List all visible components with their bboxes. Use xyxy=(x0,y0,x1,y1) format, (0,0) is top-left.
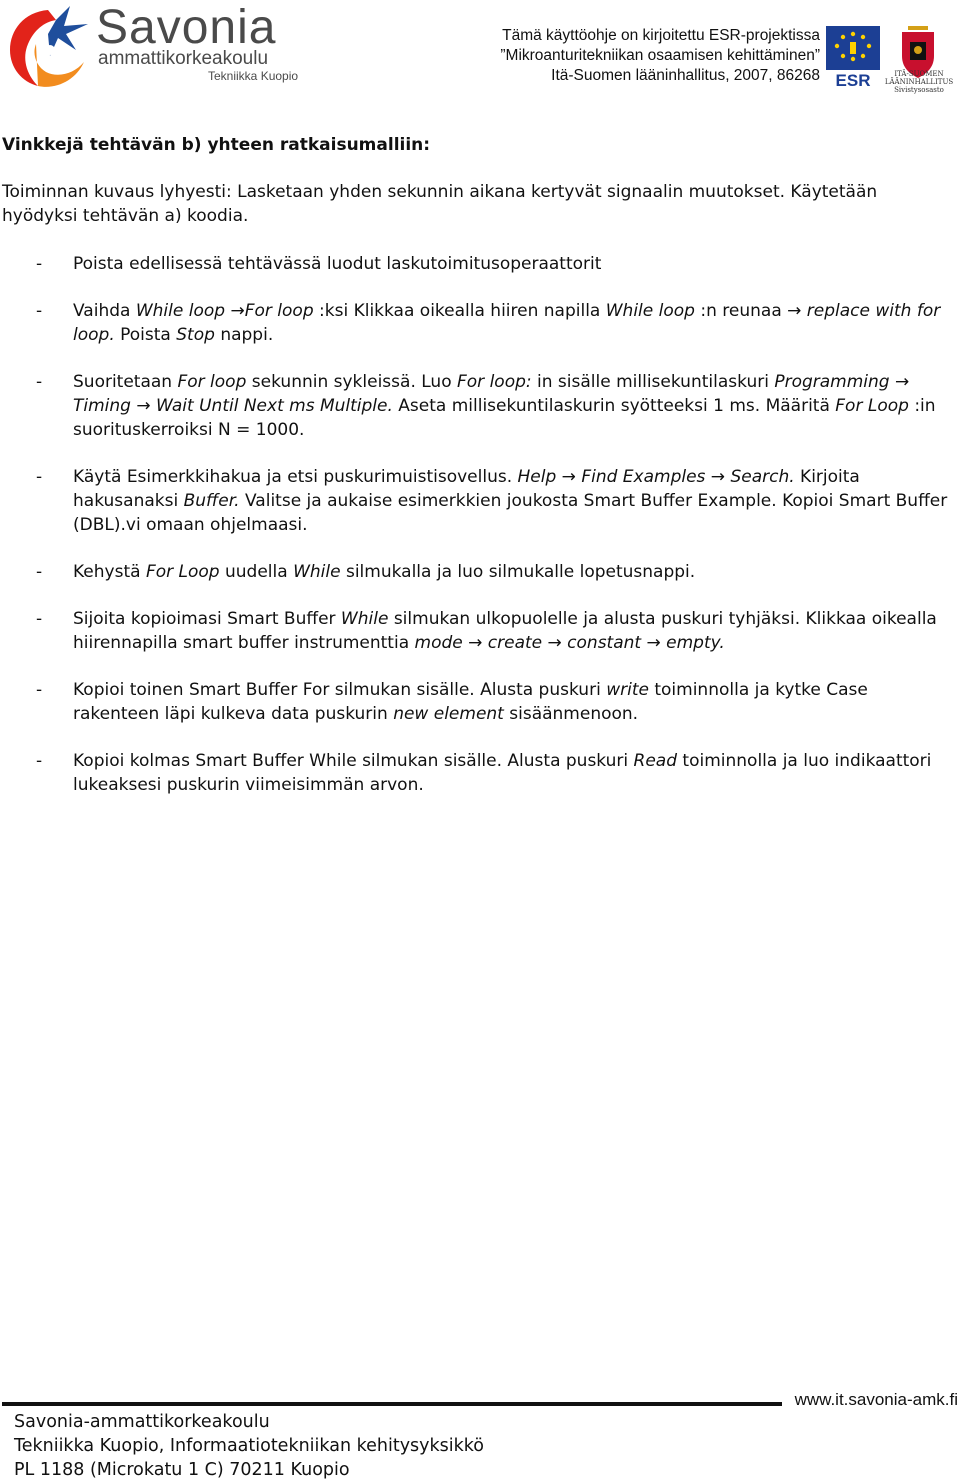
list-dash: - xyxy=(36,609,43,629)
project-note xyxy=(500,26,820,86)
item-text: :ksi Klikkaa oikealla hiiren napilla xyxy=(313,301,606,321)
item-emphasis: For loop xyxy=(244,301,314,321)
item-emphasis: While xyxy=(293,562,341,582)
esr-logo-icon xyxy=(826,26,880,88)
item-emphasis: While loop xyxy=(135,301,226,321)
document-body xyxy=(2,132,948,820)
project-note-line: Itä-Suomen lääninhallitus, 2007, 86268 xyxy=(551,67,820,84)
item-text: :in suorituskerroiksi N = 1000. xyxy=(73,396,936,440)
item-text: Vaihda xyxy=(73,301,136,321)
page-footer xyxy=(14,1410,484,1482)
list-dash: - xyxy=(36,467,43,487)
list-dash: - xyxy=(36,680,43,700)
item-emphasis: mode → create → constant → empty. xyxy=(414,633,725,653)
item-text: Valitse ja aukaise esimerkkien joukosta Smart Buffer Example. Kopioi Smart Buffer (DBL).vi omaan ohjelmaasi. xyxy=(73,491,948,535)
item-text: → xyxy=(225,301,245,321)
item-emphasis: new element xyxy=(393,704,504,724)
page-header xyxy=(0,0,960,100)
savonia-logo-icon xyxy=(4,4,92,88)
logo-subtitle: ammattikorkeakoulu xyxy=(98,48,269,69)
list-item xyxy=(2,465,948,537)
item-text: Kopioi kolmas Smart Buffer While silmukan sisälle. Alusta puskuri xyxy=(73,751,634,771)
coat-of-arms-caption xyxy=(884,70,954,94)
item-emphasis: Read xyxy=(633,751,678,771)
item-text: Aseta millisekuntilaskurin syötteeksi 1 ms. Määritä xyxy=(392,396,836,416)
footer-line: Tekniikka Kuopio, Informaatiotekniikan kehitysyksikkö xyxy=(14,1436,484,1456)
item-emphasis: Help → Find Examples → Search. xyxy=(517,467,795,487)
project-note-line: Tämä käyttöohje on kirjoitettu ESR-projektissa xyxy=(502,27,820,44)
project-note-line: ”Mikroanturitekniikan osaamisen kehittäminen” xyxy=(500,47,820,64)
item-emphasis: Programming → Timing → Wait Until Next ms Multiple. xyxy=(73,372,910,416)
list-dash: - xyxy=(36,372,43,392)
coat-caption-line: Sivistysosasto xyxy=(894,86,944,94)
item-text: sekunnin sykleissä. Luo xyxy=(246,372,457,392)
item-emphasis: For loop xyxy=(177,372,247,392)
item-emphasis: For loop: xyxy=(457,372,532,392)
item-text: silmukan ulkopuolelle ja alusta puskuri tyhjäksi. Klikkaa oikealla hiirennapilla smart buffer instrumenttia xyxy=(73,609,937,653)
item-text: Suoritetaan xyxy=(73,372,178,392)
section-heading: Vinkkejä tehtävän b) yhteen ratkaisumalliin: xyxy=(2,135,431,155)
footer-line: Savonia-ammattikorkeakoulu xyxy=(14,1412,270,1432)
logo-name: Savonia xyxy=(96,1,277,54)
item-emphasis: For Loop xyxy=(145,562,220,582)
list-item xyxy=(2,299,948,347)
coat-caption-line: ITÄ-SUOMEN xyxy=(894,70,944,78)
item-text: silmukalla ja luo silmukalle lopetusnappi. xyxy=(340,562,696,582)
list-dash: - xyxy=(36,254,43,274)
item-text: nappi. xyxy=(214,325,274,345)
item-emphasis: While xyxy=(340,609,389,629)
item-text: sisäänmenoon. xyxy=(503,704,639,724)
intro-paragraph: Toiminnan kuvaus lyhyesti: Lasketaan yhden sekunnin aikana kertyvät signaalin muutokset. Käytetään hyödyksi tehtävän a) koodia. xyxy=(2,182,878,226)
item-text: in sisälle millisekuntilaskuri xyxy=(531,372,775,392)
list-item xyxy=(2,749,948,797)
item-emphasis: For Loop xyxy=(835,396,909,416)
list-item xyxy=(2,607,948,655)
item-text: Kehystä xyxy=(73,562,146,582)
list-dash: - xyxy=(36,301,43,321)
item-text: toiminnolla ja luo indikaattori lukeaksesi puskurin viimeisimmän arvon. xyxy=(73,751,932,795)
footer-line: PL 1188 (Microkatu 1 C) 70211 Kuopio xyxy=(14,1460,350,1480)
item-text: Kirjoita hakusanaksi xyxy=(73,467,860,511)
list-item xyxy=(2,252,948,276)
item-emphasis: Stop xyxy=(176,325,215,345)
item-emphasis: write xyxy=(606,680,649,700)
esr-label: ESR xyxy=(835,71,871,88)
list-dash: - xyxy=(36,751,43,771)
list-item xyxy=(2,560,948,584)
item-emphasis: Buffer. xyxy=(183,491,240,511)
item-text: Poista xyxy=(114,325,177,345)
footer-divider xyxy=(2,1402,782,1406)
item-text: :n reunaa → xyxy=(694,301,807,321)
item-text: toiminnolla ja kytke Case rakenteen läpi kulkeva data puskurin xyxy=(73,680,868,724)
list-item xyxy=(2,678,948,726)
list-dash: - xyxy=(36,562,43,582)
coat-caption-line: LÄÄNINHALLITUS xyxy=(884,78,954,86)
item-text: Käytä Esimerkkihakua ja etsi puskurimuistisovellus. xyxy=(73,467,518,487)
item-emphasis: replace with for loop. xyxy=(73,301,941,345)
logo-unit: Tekniikka Kuopio xyxy=(208,69,299,83)
item-emphasis: While loop xyxy=(605,301,695,321)
item-text: Kopioi toinen Smart Buffer For silmukan sisälle. Alusta puskuri xyxy=(73,680,607,700)
item-text: Poista edellisessä tehtävässä luodut laskutoimitusoperaattorit xyxy=(73,254,602,274)
list-item xyxy=(2,370,948,442)
item-text: uudella xyxy=(219,562,294,582)
item-text: Sijoita kopioimasi Smart Buffer xyxy=(73,609,341,629)
footer-url-link[interactable]: www.it.savonia-amk.fi xyxy=(794,1390,958,1409)
